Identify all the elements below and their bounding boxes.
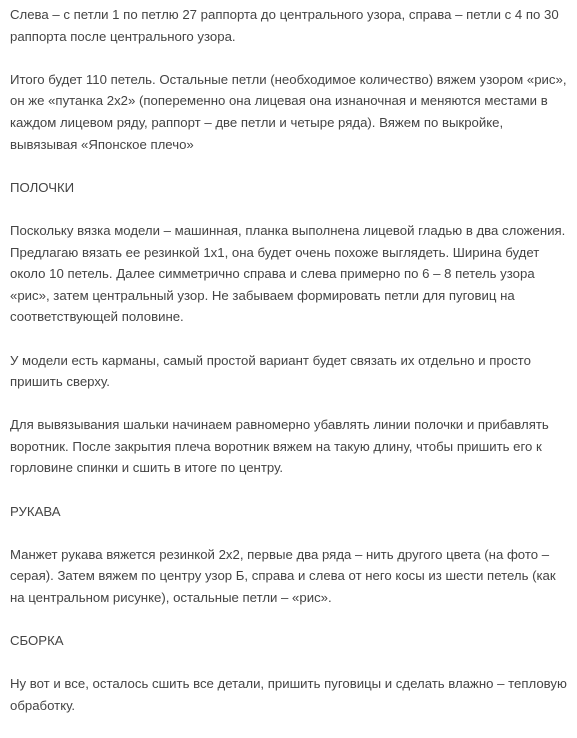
section-heading-sborka: СБОРКА xyxy=(10,633,64,649)
paragraph-pockets: У модели есть карманы, самый простой вариант будет связать их отдельно и просто пришить сверху. xyxy=(10,352,531,390)
section-heading-polochki: ПОЛОЧКИ xyxy=(10,179,75,195)
paragraph-shawl-collar: Для вывязывания шальки начинаем равномерно убавлять линии полочки и прибавлять воротник. После закрытия плеча воротник вяжем на такую длину, чтобы пришить его к горловине спинки и сшить в итоге по центру. xyxy=(10,417,549,476)
paragraph-assembly: Ну вот и все, осталось сшить все детали, пришить пуговицы и сделать влажно – тепловую обработку. xyxy=(10,676,567,713)
section-heading-rukava: РУКАВА xyxy=(10,503,61,519)
paragraph-placket: Поскольку вязка модели – машинная, планка выполнена лицевой гладью в два сложения. Предлагаю вязать ее резинкой 1х1, она будет очень похоже выглядеть. Ширина будет около 10 петель. Далее симметрично справа и слева примерно по 6 – 8 петель узора «рис», затем центральный узор. Не забываем формировать петли для пуговиц на соответствующей половине. xyxy=(10,222,566,325)
article-body xyxy=(10,4,570,738)
paragraph-sleeve-cuff: Манжет рукава вяжется резинкой 2х2, первые два ряда – нить другого цвета (на фото – серая). Затем вяжем по центру узор Б, справа и слева от него косы из шести петель (как на центральном рисунке), остальные петли – «рис». xyxy=(10,546,556,606)
paragraph-front-rapport: Слева – с петли 1 по петлю 27 раппорта до центрального узора, справа – петли с 4 по 30 раппорта после центрального узора. xyxy=(10,7,559,44)
paragraph-total-stitches: Итого будет 110 петель. Остальные петли (необходимое количество) вяжем узором «рис», он же «путанка 2х2» (попеременно она лицевая она изнаночная и меняются местами в каждом лицевом ряду, раппорт – две петли и четыре ряда). Вяжем по выкройке, вывязывая «Японское плечо» xyxy=(10,71,567,152)
